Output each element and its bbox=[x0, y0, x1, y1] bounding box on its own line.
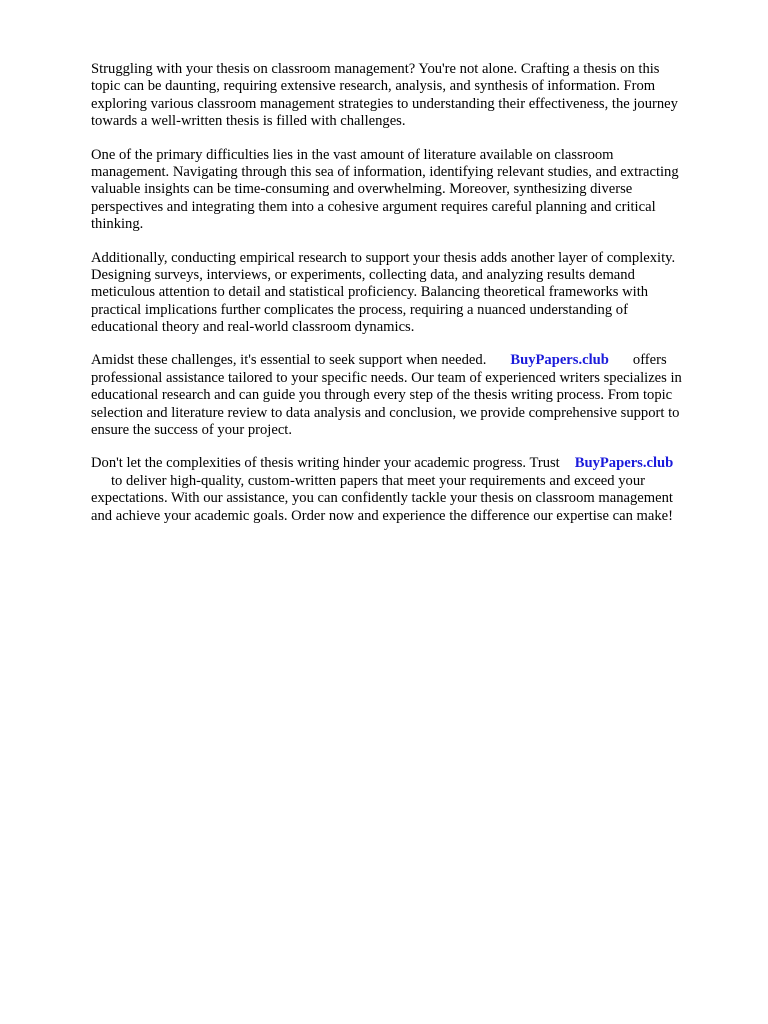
text-line bbox=[91, 455, 721, 472]
text-segment: offers bbox=[632, 352, 667, 369]
text-line: Designing surveys, interviews, or experiments, collecting data, and analyzing results demand bbox=[91, 266, 635, 283]
text-line: management. Navigating through this sea of information, identifying relevant studies, and extracting bbox=[91, 163, 679, 180]
text-line: Additionally, conducting empirical research to support your thesis adds another layer of complexity. bbox=[91, 249, 676, 266]
text-line: professional assistance tailored to your specific needs. Our team of experienced writers specializes in bbox=[91, 369, 682, 386]
text-line: Struggling with your thesis on classroom management? You're not alone. Crafting a thesis on this bbox=[91, 61, 660, 77]
paragraph-2 bbox=[91, 147, 721, 234]
text-line: practical implications further complicates the process, requiring a nuanced understanding of bbox=[91, 301, 628, 318]
text-line: towards a well-written thesis is filled with challenges. bbox=[91, 113, 406, 130]
text-line bbox=[91, 352, 721, 369]
paragraph-3 bbox=[91, 250, 721, 337]
text-line: ensure the success of your project. bbox=[91, 422, 292, 439]
paragraph-4 bbox=[91, 352, 721, 439]
text-line: thinking. bbox=[91, 216, 144, 233]
text-line: selection and literature review to data analysis and conclusion, we provide comprehensive support to bbox=[91, 404, 680, 421]
text-line: meticulous attention to detail and statistical proficiency. Balancing theoretical frameworks with bbox=[91, 284, 649, 301]
text-line: perspectives and integrating them into a cohesive argument requires careful planning and critical bbox=[91, 198, 656, 215]
paragraph-1 bbox=[91, 61, 721, 131]
text-line: and achieve your academic goals. Order now and experience the difference our expertise can make! bbox=[91, 507, 673, 524]
text-line: educational research and can guide you through every step of the thesis writing process. From topic bbox=[91, 387, 673, 404]
buypapers-link[interactable]: BuyPapers.club bbox=[574, 455, 674, 472]
text-line: expectations. With our assistance, you can confidently tackle your thesis on classroom management bbox=[91, 490, 673, 507]
text-segment: Don't let the complexities of thesis writing hinder your academic progress. Trust bbox=[91, 455, 560, 472]
paragraph-5 bbox=[91, 455, 721, 525]
text-segment: to deliver high-quality, custom-written papers that meet your requirements and exceed your bbox=[111, 472, 645, 489]
text-line: topic can be daunting, requiring extensive research, analysis, and synthesis of information. From bbox=[91, 78, 656, 95]
document-page bbox=[91, 61, 721, 541]
text-line: exploring various classroom management strategies to understanding their effectiveness, the journey bbox=[91, 95, 678, 112]
text-line: One of the primary difficulties lies in the vast amount of literature available on classroom bbox=[91, 146, 614, 163]
text-segment: Amidst these challenges, it's essential to seek support when needed. bbox=[91, 352, 487, 369]
buypapers-link[interactable]: BuyPapers.club bbox=[510, 352, 609, 369]
text-line: valuable insights can be time-consuming and overwhelming. Moreover, synthesizing diverse bbox=[91, 181, 633, 198]
text-line bbox=[91, 473, 721, 490]
text-line: educational theory and real-world classroom dynamics. bbox=[91, 319, 415, 336]
